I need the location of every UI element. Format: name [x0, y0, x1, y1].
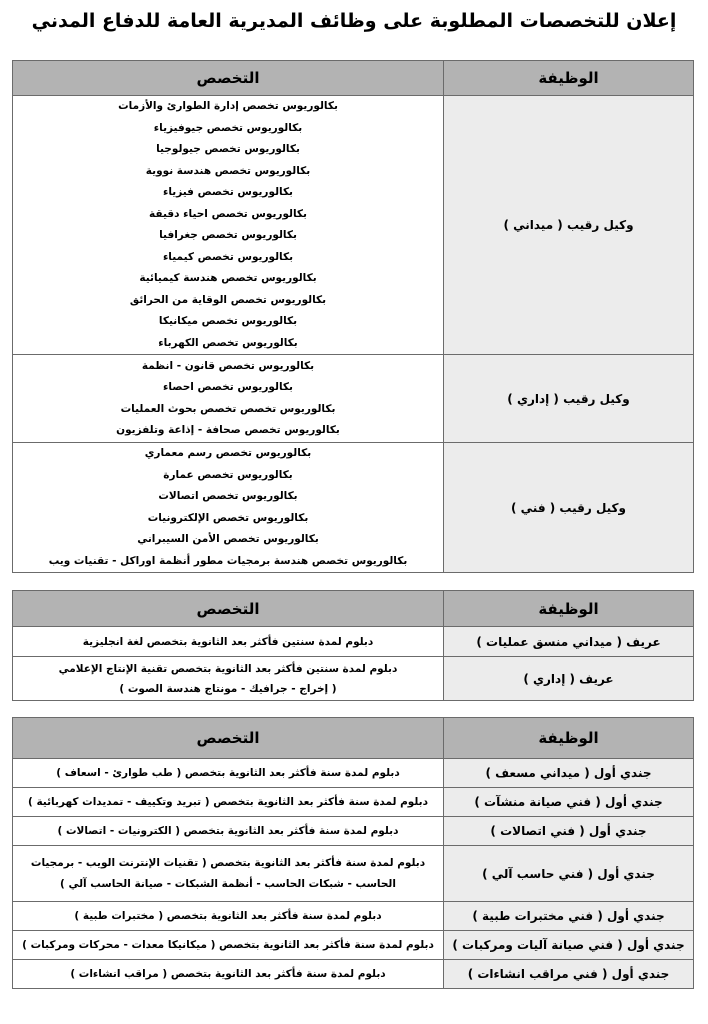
- specialization-line: الحاسب - شبكات الحاسب - أنظمة الشبكات - صيانة الحاسب آلي ): [60, 877, 396, 890]
- column-header-job: الوظيفة: [444, 591, 694, 627]
- specialization-cell: [13, 657, 444, 701]
- column-header-specialization: التخصص: [13, 718, 444, 759]
- specialization-line: بكالوريوس تخصص هندسة برمجيات مطور أنظمة اوراكل - تقنيات ويب: [48, 554, 408, 567]
- specialization-line: بكالوريوس تخصص كيمياء: [162, 250, 294, 263]
- specialization-cell: [13, 759, 444, 788]
- specialization-line: بكالوريوس تخصص فيزياء: [162, 186, 293, 198]
- table-row: [13, 931, 694, 960]
- specialization-line: بكالوريوس تخصص الكهرباء: [158, 336, 298, 349]
- specialization-line: بكالوريوس تخصص جيوفيزياء: [153, 121, 303, 134]
- specialization-line: بكالوريوس تخصص عمارة: [163, 468, 293, 481]
- table-row: [13, 443, 694, 573]
- specialization-table-3: [12, 717, 694, 989]
- specialization-line: بكالوريوس تخصص جغرافيا: [159, 229, 297, 241]
- specialization-line: بكالوريوس تخصص الإلكترونيات: [147, 511, 309, 524]
- specialization-line: بكالوريوس تخصص احياء دقيقة: [149, 207, 307, 220]
- job-cell: جندي أول ( فني صيانة آليات ومركبات ): [444, 931, 694, 960]
- job-cell: وكيل رقيب ( إداري ): [444, 355, 694, 443]
- specialization-cell: [13, 902, 444, 931]
- specialization-cell: [13, 355, 444, 443]
- job-cell: جندي أول ( فني مراقب انشاءات ): [444, 960, 694, 989]
- specialization-line: دبلوم لمدة سنة فأكثر بعد الثانوية بتخصص ( تقنيات الإنترنت الويب - برمجيات: [30, 856, 426, 869]
- specialization-cell: [13, 931, 444, 960]
- table-row: [13, 902, 694, 931]
- job-cell: جندي أول ( فني اتصالات ): [444, 817, 694, 846]
- table-row: [13, 759, 694, 788]
- specialization-cell: [13, 627, 444, 657]
- specialization-line: دبلوم لمدة سنة فأكثر بعد الثانوية بتخصص ( مراقب انشاءات ): [70, 967, 386, 980]
- specialization-line: بكالوريوس تخصص إدارة الطوارئ والأزمات: [118, 100, 338, 112]
- table-header-row: [13, 61, 694, 96]
- table-row: [13, 657, 694, 701]
- column-header-specialization: التخصص: [13, 61, 444, 96]
- specialization-line: دبلوم لمدة سنة فأكثر بعد الثانوية بتخصص ( طب طوارئ - اسعاف ): [56, 766, 400, 779]
- table-row: [13, 960, 694, 989]
- specialization-line: بكالوريوس تخصص اتصالات: [158, 490, 298, 502]
- specialization-line: دبلوم لمدة سنة فأكثر بعد الثانوية بتخصص ( تبريد وتكييف - تمديدات كهربائية ): [27, 795, 429, 808]
- specialization-line: دبلوم لمدة سنة فأكثر بعد الثانوية بتخصص ( مختبرات طبية ): [74, 909, 382, 922]
- table-row: [13, 627, 694, 657]
- table-header-row: [13, 591, 694, 627]
- specialization-line: بكالوريوس تخصص صحافة - إذاعة وتلفزيون: [116, 424, 340, 436]
- job-cell: جندي أول ( ميداني مسعف ): [444, 759, 694, 788]
- specialization-line: دبلوم لمدة سنة فأكثر بعد الثانوية بتخصص ( ميكانيكا معدات - محركات ومركبات ): [22, 938, 434, 951]
- column-header-job: الوظيفة: [444, 61, 694, 96]
- specialization-line: دبلوم لمدة سنتين فأكثر بعد الثانوية بتخصص لغة انجليزية: [82, 635, 374, 648]
- specialization-line: بكالوريوس تخصص هندسة نووية: [145, 164, 311, 177]
- specialization-line: بكالوريوس تخصص جيولوجيا: [156, 143, 300, 155]
- table-row: [13, 96, 694, 355]
- specialization-line: بكالوريوس تخصص ميكانيكا: [158, 315, 298, 327]
- specialization-line: بكالوريوس تخصص احصاء: [163, 381, 293, 393]
- job-cell: وكيل رقيب ( ميداني ): [444, 96, 694, 355]
- specialization-cell: [13, 960, 444, 989]
- table-row: [13, 817, 694, 846]
- table-header-row: [13, 718, 694, 759]
- specialization-line: بكالوريوس تخصص تخصص بحوث العمليات: [120, 402, 336, 415]
- column-header-specialization: التخصص: [13, 591, 444, 627]
- specialization-line: بكالوريوس تخصص الأمن السيبراني: [137, 533, 319, 545]
- specialization-table-2: [12, 590, 694, 701]
- column-header-job: الوظيفة: [444, 718, 694, 759]
- specialization-line: دبلوم لمدة سنتين فأكثر بعد الثانوية بتخصص تقنية الإنتاج الإعلامي: [58, 662, 398, 675]
- specialization-line: بكالوريوس تخصص رسم معماري: [144, 447, 312, 459]
- table-row: [13, 788, 694, 817]
- specialization-line: بكالوريوس تخصص قانون - انظمة: [141, 359, 315, 372]
- job-cell: عريف ( ميداني منسق عمليات ): [444, 627, 694, 657]
- job-cell: جندي أول ( فني حاسب آلي ): [444, 846, 694, 902]
- specialization-line: ( إخراج - جرافيك - مونتاج هندسة الصوت ): [119, 682, 337, 695]
- job-cell: جندي أول ( فني صيانة منشآت ): [444, 788, 694, 817]
- specialization-cell: [13, 788, 444, 817]
- job-cell: وكيل رقيب ( فني ): [444, 443, 694, 573]
- specialization-table-1: [12, 60, 694, 573]
- specialization-cell: [13, 96, 444, 355]
- page-title: إعلان للتخصصات المطلوبة على وظائف المديرية العامة للدفاع المدني: [31, 10, 677, 32]
- job-cell: جندي أول ( فني مختبرات طبية ): [444, 902, 694, 931]
- specialization-line: بكالوريوس تخصص الوقاية من الحرائق: [129, 293, 327, 306]
- specialization-cell: [13, 817, 444, 846]
- specialization-cell: [13, 443, 444, 573]
- job-cell: عريف ( إداري ): [444, 657, 694, 701]
- table-row: [13, 355, 694, 443]
- specialization-line: بكالوريوس تخصص هندسة كيميائية: [139, 272, 317, 284]
- specialization-line: دبلوم لمدة سنة فأكثر بعد الثانوية بتخصص ( الكترونيات - اتصالات ): [57, 824, 399, 837]
- specialization-cell: [13, 846, 444, 902]
- table-row: [13, 846, 694, 902]
